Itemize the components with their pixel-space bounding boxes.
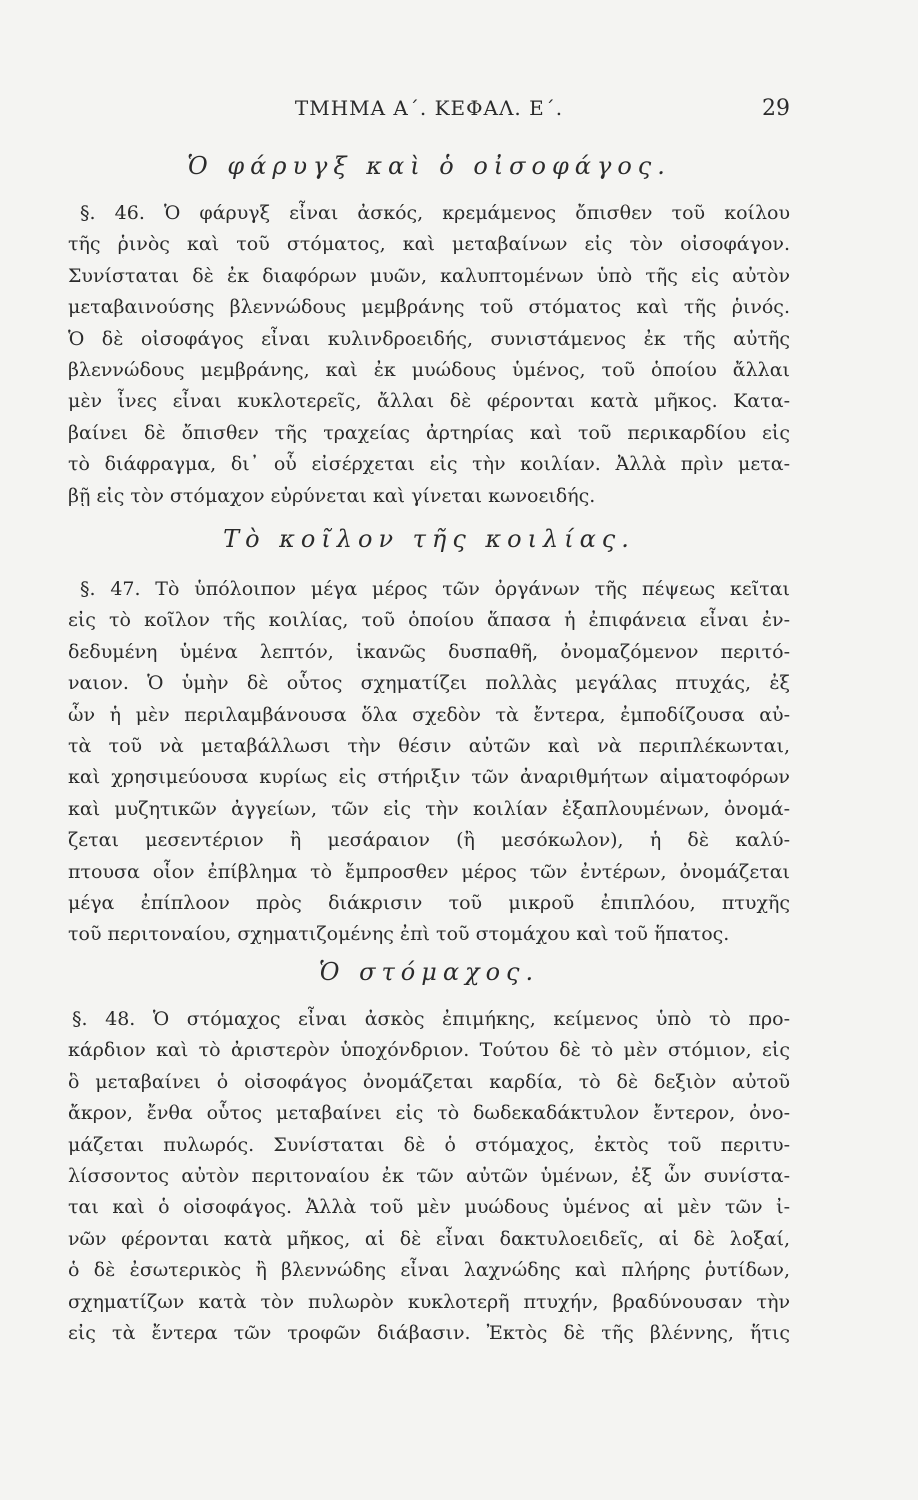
running-head [68, 96, 790, 126]
text-line: §. 48. Ὁ στόμαχος εἶναι ἀσκὸς ἐπιμήκης, κείμενος ὑπὸ τὸ προ- [72, 1008, 790, 1030]
text-line: τῆς ῥινὸς καὶ τοῦ στόματος, καὶ μεταβαίνων εἰς τὸν οἰσοφάγον. [68, 233, 790, 256]
text-line: μάζεται πυλωρός. Συνίσταται δὲ ὁ στόμαχος, ἐκτὸς τοῦ περιτυ- [68, 1133, 790, 1156]
section-heading-stomach: Ὁ στόμαχος. [318, 958, 540, 986]
paragraph-47 [68, 574, 790, 951]
text-line: ὁ δὲ ἐσωτερικὸς ἢ βλεννώδης εἶναι λαχνώδης καὶ πλήρης ῥυτίδων, [68, 1259, 790, 1282]
text-line: σχηματίζων κατὰ τὸν πυλωρὸν κυκλοτερῆ πτυχήν, βραδύνουσαν τὴν [68, 1290, 790, 1313]
text-line: βαίνει δὲ ὄπισθεν τῆς τραχείας ἀρτηρίας καὶ τοῦ περικαρδίου εἰς [68, 421, 790, 444]
text-line: καὶ μυζητικῶν ἀγγείων, τῶν εἰς τὴν κοιλίαν ἐξαπλουμένων, ὀνομά- [68, 797, 790, 820]
page-number: 29 [762, 96, 790, 121]
text-line: κάρδιον καὶ τὸ ἀριστερὸν ὑποχόνδριον. Τούτου δὲ τὸ μὲν στόμιον, εἰς [68, 1039, 790, 1062]
text-line: εἰς τὰ ἔντερα τῶν τροφῶν διάβασιν. Ἐκτὸς δὲ τῆς βλέννης, ἥτις [68, 1321, 790, 1344]
text-line: τὰ τοῦ νὰ μεταβάλλωσι τὴν θέσιν αὐτῶν καὶ νὰ περιπλέκωνται, [68, 734, 790, 757]
text-line: βῇ εἰς τὸν στόμαχον εὐρύνεται καὶ γίνεται κωνοειδής. [68, 484, 596, 507]
text-line: μὲν ἶνες εἶναι κυκλοτερεῖς, ἄλλαι δὲ φέρονται κατὰ μῆκος. Κατα- [68, 390, 790, 413]
text-line: §. 47. Τὸ ὑπόλοιπον μέγα μέρος τῶν ὀργάνων τῆς πέψεως κεῖται [80, 578, 790, 600]
text-line: πτουσα οἷον ἐπίβλημα τὸ ἔμπροσθεν μέρος τῶν ἐντέρων, ὀνομάζεται [68, 860, 790, 883]
text-line: ὧν ἡ μὲν περιλαμβάνουσα ὅλα σχεδὸν τὰ ἔντερα, ἐμποδίζουσα αὐ- [68, 703, 790, 726]
paragraph-48 [68, 1004, 790, 1349]
text-line: τὸ διάφραγμα, δι᾽ οὗ εἰσέρχεται εἰς τὴν κοιλίαν. Ἀλλὰ πρὶν μετα- [68, 453, 790, 476]
text-line: ὃ μεταβαίνει ὁ οἰσοφάγος ὀνομάζεται καρδία, τὸ δὲ δεξιὸν αὐτοῦ [68, 1070, 790, 1093]
text-line: Συνίσταται δὲ ἐκ διαφόρων μυῶν, καλυπτομένων ὑπὸ τῆς εἰς αὐτὸν [68, 264, 790, 287]
text-line: δεδυμένη ὑμένα λεπτόν, ἱκανῶς δυσπαθῆ, ὀνομαζόμενον περιτό- [68, 640, 790, 663]
text-line: τοῦ περιτοναίου, σχηματιζομένης ἐπὶ τοῦ στομάχου καὶ τοῦ ἥπατος. [68, 923, 730, 946]
text-line: εἰς τὸ κοῖλον τῆς κοιλίας, τοῦ ὁποίου ἅπασα ἡ ἐπιφάνεια εἶναι ἐν- [68, 609, 790, 632]
section-heading-abdominal-cavity: Τὸ κοῖλον τῆς κοιλίας. [223, 525, 635, 553]
text-line: μέγα ἐπίπλοον πρὸς διάκρισιν τοῦ μικροῦ ἐπιπλόου, πτυχῆς [68, 891, 790, 914]
text-line: μεταβαινούσης βλεννώδους μεμβράνης τοῦ στόματος καὶ τῆς ῥινός. [68, 296, 790, 319]
text-line: ἄκρον, ἔνθα οὗτος μεταβαίνει εἰς τὸ δωδεκαδάκτυλον ἔντερον, ὀνο- [68, 1102, 790, 1125]
book-page [68, 0, 790, 1500]
text-line: ται καὶ ὁ οἰσοφάγος. Ἀλλὰ τοῦ μὲν μυώδους ὑμένος αἱ μὲν τῶν ἰ- [68, 1196, 790, 1219]
text-line: Ὁ δὲ οἰσοφάγος εἶναι κυλινδροειδής, συνιστάμενος ἐκ τῆς αὐτῆς [68, 327, 790, 350]
text-line: νῶν φέρονται κατὰ μῆκος, αἱ δὲ εἶναι δακτυλοειδεῖς, αἱ δὲ λοξαί, [68, 1227, 790, 1250]
running-title: ΤΜΗΜΑ Α΄. ΚΕΦΑΛ. Ε΄. [294, 96, 564, 120]
section-heading-pharynx: Ὁ φάρυγξ καὶ ὁ οἰσοφάγος. [187, 152, 671, 180]
text-line: βλεννώδους μεμβράνης, καὶ ἐκ μυώδους ὑμένος, τοῦ ὁποίου ἄλλαι [68, 358, 790, 381]
paragraph-46 [68, 198, 790, 512]
text-line: §. 46. Ὁ φάρυγξ εἶναι ἀσκός, κρεμάμενος ὄπισθεν τοῦ κοίλου [80, 202, 790, 224]
text-line: καὶ χρησιμεύουσα κυρίως εἰς στήριξιν τῶν ἀναριθμήτων αἱματοφόρων [68, 766, 790, 789]
text-line: ζεται μεσεντέριον ἢ μεσάραιον (ἢ μεσόκωλον), ἡ δὲ καλύ- [68, 829, 790, 852]
text-line: ναιον. Ὁ ὑμὴν δὲ οὗτος σχηματίζει πολλὰς μεγάλας πτυχάς, ἐξ [68, 672, 790, 695]
text-line: λίσσοντος αὐτὸν περιτοναίου ἐκ τῶν αὐτῶν ὑμένων, ἐξ ὧν συνίστα- [68, 1164, 790, 1187]
